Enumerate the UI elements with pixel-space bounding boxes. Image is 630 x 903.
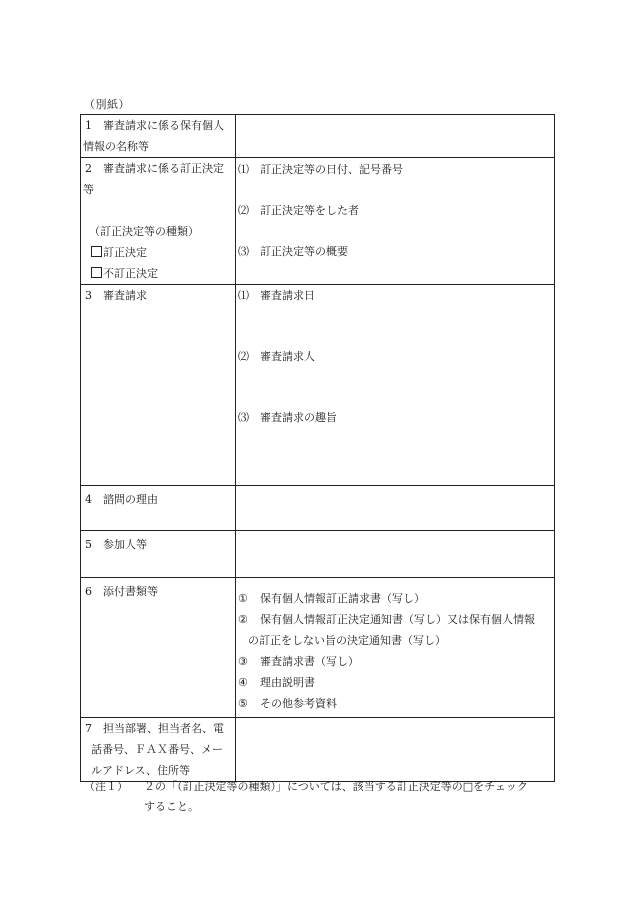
row-number: 6 — [85, 585, 92, 598]
row-1-content-cell[interactable] — [236, 115, 555, 158]
row-label: 添付書類等 — [103, 585, 158, 598]
item-line: ⑶ 審査請求の趣旨 — [238, 411, 337, 424]
option-non-correction[interactable]: 不訂正決定 — [81, 263, 235, 284]
row-4-content-cell[interactable] — [236, 486, 555, 531]
row-number: 7 — [85, 722, 92, 735]
decision-type-label: （訂正決定等の種類） — [89, 225, 199, 238]
row-label: 諮問の理由 — [103, 493, 158, 506]
footnote-text: ２の「（訂正決定等の種類）」については、該当する訂正決定等の□をチェック — [144, 780, 528, 793]
review-request-form-table — [80, 114, 555, 782]
item-line: ③ 審査請求書（写し） — [238, 655, 359, 668]
item-line: ① 保有個人情報訂正請求書（写し） — [238, 592, 425, 605]
form-row-4 — [81, 486, 555, 531]
row-3-content-cell — [236, 285, 555, 486]
row-number: 3 — [85, 289, 92, 302]
footnote-label: （注１） — [84, 780, 128, 793]
row-3-label-cell — [81, 285, 236, 486]
row-5-content-cell[interactable] — [236, 531, 555, 578]
footnote — [84, 777, 554, 817]
row-1-label-cell — [81, 115, 236, 158]
row-label: 審査請求に係る保有個人 — [103, 119, 224, 132]
item-line: ⑵ 審査請求人 — [238, 350, 315, 363]
option-correction[interactable]: 訂正決定 — [81, 242, 235, 263]
item-line-cont: の訂正をしない旨の決定通知書（写し） — [248, 634, 446, 647]
form-row-2 — [81, 158, 555, 285]
item-line: ⑴ 審査請求日 — [238, 289, 315, 302]
item-line: ② 保有個人情報訂正決定通知書（写し）又は保有個人情報 — [238, 613, 535, 626]
item-line: ④ 理由説明書 — [238, 676, 315, 689]
row-2-content-cell — [236, 158, 555, 285]
row-label: 審査請求 — [103, 289, 147, 302]
form-row-5 — [81, 531, 555, 578]
row-label: 参加人等 — [103, 538, 147, 551]
row-label: 担当部署、担当者名、電 — [103, 722, 224, 735]
row-number: 4 — [85, 493, 92, 506]
footnote-text-cont: すること。 — [144, 800, 199, 813]
row-4-label-cell — [81, 486, 236, 531]
row-5-label-cell — [81, 531, 236, 578]
form-row-6 — [81, 578, 555, 718]
row-7-content-cell[interactable] — [236, 718, 555, 782]
row-6-content-cell — [236, 578, 555, 718]
checkbox-icon[interactable] — [91, 246, 102, 257]
item-line: ⑶ 訂正決定等の概要 — [238, 245, 348, 258]
row-6-label-cell — [81, 578, 236, 718]
checkbox-icon[interactable] — [91, 267, 102, 278]
form-row-3 — [81, 285, 555, 486]
annex-caption: （別紙） — [84, 98, 130, 111]
row-number: 5 — [85, 538, 92, 551]
form-row-7 — [81, 718, 555, 782]
row-label-cont: 等 — [83, 183, 94, 196]
item-line: ⑵ 訂正決定等をした者 — [238, 204, 359, 217]
row-label-cont: 話番号、ＦＡＸ番号、メー — [91, 743, 223, 756]
row-7-label-cell — [81, 718, 236, 782]
row-2-label-cell — [81, 158, 236, 285]
form-row-1 — [81, 115, 555, 158]
row-label-cont: 情報の名称等 — [83, 140, 149, 153]
row-number: 1 — [85, 119, 92, 132]
row-number: 2 — [85, 162, 92, 175]
item-line: ⑴ 訂正決定等の日付、記号番号 — [238, 163, 403, 176]
row-label-cont: ルアドレス、住所等 — [91, 764, 190, 777]
row-label: 審査請求に係る訂正決定 — [103, 162, 224, 175]
item-line: ⑤ その他参考資料 — [238, 697, 337, 710]
